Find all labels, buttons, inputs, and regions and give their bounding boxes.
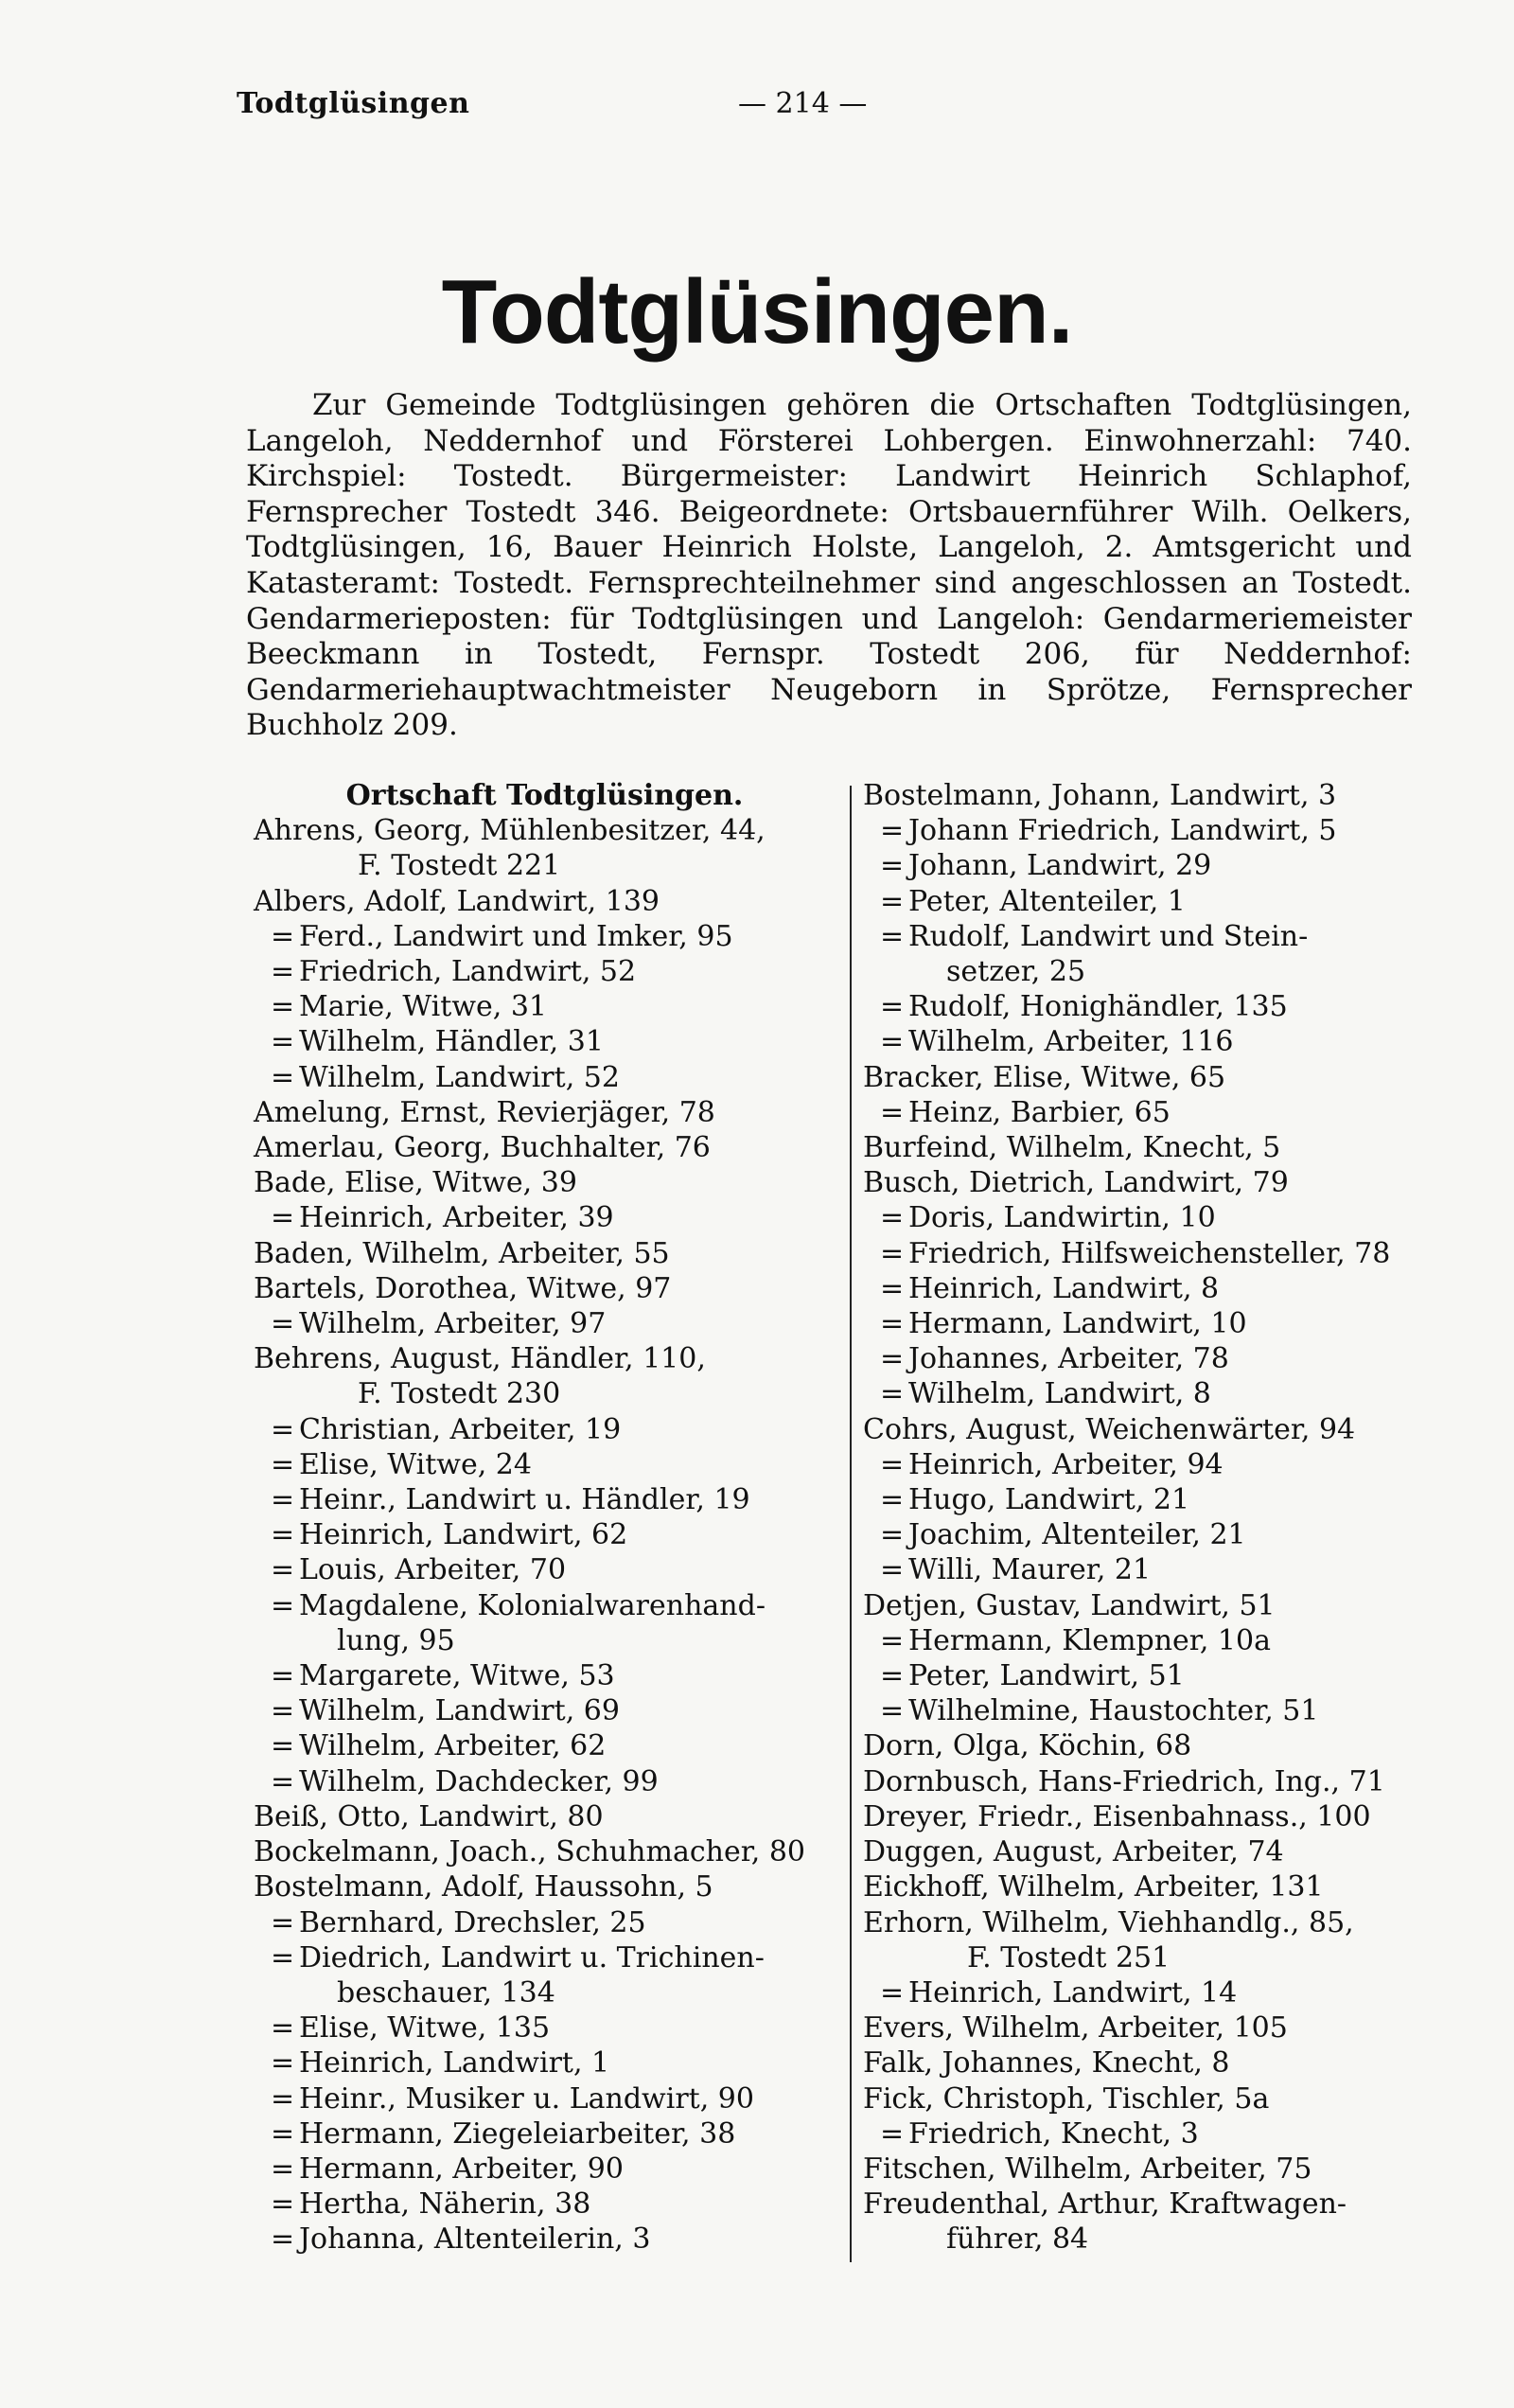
list-item [863, 2081, 1459, 2116]
list-item [863, 1764, 1459, 1799]
ditto-mark: = [271, 1694, 295, 1728]
list-item [863, 1975, 1459, 2010]
entry-text: Magdalene, Kolonialwarenhand- [299, 1588, 766, 1622]
ditto-mark: = [880, 814, 905, 848]
entry-text: Margarete, Witwe, 53 [299, 1659, 615, 1693]
entry-text: Wilhelm, Arbeiter, 62 [299, 1729, 607, 1763]
list-item [863, 1482, 1459, 1517]
ditto-mark: = [880, 1447, 905, 1481]
list-item [863, 1130, 1459, 1165]
list-item [863, 1271, 1459, 1306]
list-item [863, 2045, 1459, 2080]
entry-text: Duggen, August, Arbeiter, 74 [863, 1835, 1284, 1869]
list-item [254, 1799, 836, 1834]
list-item [254, 1588, 836, 1623]
list-item [254, 1834, 836, 1869]
list-item [863, 1869, 1459, 1904]
entry-text: Fick, Christoph, Tischler, 5a [863, 2081, 1270, 2116]
entry-text: beschauer, 134 [337, 1975, 555, 2010]
ditto-mark: = [271, 1588, 295, 1622]
entry-text: Baden, Wilhelm, Arbeiter, 55 [254, 1236, 670, 1270]
list-item [254, 1728, 836, 1763]
list-item [254, 1940, 836, 1975]
entry-text: Heinrich, Arbeiter, 39 [299, 1201, 614, 1235]
ditto-mark: = [271, 1025, 295, 1059]
ditto-mark: = [271, 2187, 295, 2222]
list-item [863, 2116, 1459, 2151]
ditto-mark: = [271, 1201, 295, 1235]
ditto-mark: = [880, 849, 905, 883]
entry-text: Heinrich, Arbeiter, 94 [908, 1447, 1224, 1481]
entry-text: Bockelmann, Joach., Schuhmacher, 80 [254, 1835, 806, 1869]
intro-paragraph [246, 388, 1412, 744]
ditto-mark: = [880, 990, 905, 1024]
list-item [863, 989, 1459, 1024]
entry-text: Bostelmann, Johann, Landwirt, 3 [863, 779, 1337, 812]
list-item [254, 2010, 836, 2045]
list-item [254, 2045, 836, 2080]
ditto-mark: = [271, 1905, 295, 1939]
ditto-mark: = [271, 1764, 295, 1798]
ditto-mark: = [271, 2151, 295, 2186]
list-item [863, 1588, 1459, 1623]
ditto-mark: = [271, 1412, 295, 1446]
ditto-mark: = [880, 1553, 905, 1587]
ditto-mark: = [271, 1553, 295, 1587]
entry-text: Bracker, Elise, Witwe, 65 [863, 1060, 1226, 1094]
entry-text: Heinrich, Landwirt, 14 [908, 1975, 1238, 2010]
ditto-mark: = [880, 1623, 905, 1657]
running-head [0, 87, 1514, 134]
list-item [863, 1341, 1459, 1376]
entry-text: Wilhelm, Dachdecker, 99 [299, 1764, 659, 1798]
list-item [863, 1658, 1459, 1693]
ditto-mark: = [880, 1694, 905, 1728]
entry-text: Albers, Adolf, Landwirt, 139 [254, 884, 660, 918]
ditto-mark: = [271, 2081, 295, 2116]
list-item [863, 2222, 1459, 2257]
ditto-mark: = [880, 1975, 905, 2010]
list-item [254, 1095, 836, 1130]
list-item [863, 1552, 1459, 1587]
entry-text: Heinr., Musiker u. Landwirt, 90 [299, 2081, 754, 2116]
entry-text: Peter, Landwirt, 51 [908, 1659, 1185, 1693]
ditto-mark: = [271, 2116, 295, 2151]
entry-text: Wilhelm, Landwirt, 52 [299, 1060, 620, 1094]
list-item [863, 2151, 1459, 2187]
list-item [863, 919, 1459, 954]
list-item [863, 1060, 1459, 1095]
entry-text: Hermann, Klempner, 10a [908, 1623, 1271, 1657]
entry-text: Doris, Landwirtin, 10 [908, 1201, 1216, 1235]
ditto-mark: = [880, 1201, 905, 1235]
list-item [254, 813, 836, 848]
entry-text: F. Tostedt 221 [358, 849, 561, 883]
entry-text: Heinrich, Landwirt, 62 [299, 1518, 628, 1552]
entry-text: lung, 95 [337, 1623, 455, 1657]
entry-text: Friedrich, Landwirt, 52 [299, 955, 637, 989]
list-item [863, 1834, 1459, 1869]
list-item [254, 2222, 836, 2257]
ditto-mark: = [271, 1729, 295, 1763]
entry-text: Heinrich, Landwirt, 1 [299, 2046, 610, 2080]
entry-text: Bostelmann, Adolf, Haussohn, 5 [254, 1870, 713, 1904]
ditto-mark: = [880, 884, 905, 918]
list-item [254, 1200, 836, 1235]
ditto-mark: = [271, 1518, 295, 1552]
list-item [863, 1623, 1459, 1658]
ditto-mark: = [880, 1342, 905, 1376]
list-item [863, 2187, 1459, 2222]
entry-text: Ahrens, Georg, Mühlenbesitzer, 44, [254, 814, 766, 848]
entry-text: Behrens, August, Händler, 110, [254, 1342, 706, 1376]
entry-text: Johanna, Altenteilerin, 3 [299, 2222, 651, 2257]
entry-text: Peter, Altenteiler, 1 [908, 884, 1186, 918]
list-item [863, 1412, 1459, 1447]
list-item [863, 1693, 1459, 1728]
list-item [254, 1975, 836, 2010]
entry-text: Dorn, Olga, Köchin, 68 [863, 1729, 1192, 1763]
right-column [863, 778, 1459, 2258]
ditto-mark: = [880, 1659, 905, 1693]
list-item [254, 919, 836, 954]
entry-text: Wilhelm, Arbeiter, 97 [299, 1307, 607, 1341]
list-item [254, 1376, 836, 1411]
list-item [254, 1658, 836, 1693]
column-heading: Ortschaft Todtglüsingen. [345, 779, 744, 812]
ditto-mark: = [880, 1483, 905, 1517]
entry-text: F. Tostedt 230 [358, 1377, 561, 1411]
list-item [863, 1024, 1459, 1059]
list-item [863, 884, 1459, 919]
entry-text: Detjen, Gustav, Landwirt, 51 [863, 1588, 1276, 1622]
ditto-mark: = [271, 1060, 295, 1094]
ditto-mark: = [880, 1095, 905, 1129]
list-item [254, 954, 836, 989]
entry-text: Marie, Witwe, 31 [299, 990, 548, 1024]
list-item [863, 1940, 1459, 1975]
entry-text: setzer, 25 [946, 955, 1086, 989]
intro-text: Zur Gemeinde Todtglüsingen gehören die Ortschaften Todtglüsingen, Langeloh, Neddernhof und Försterei Lohbergen. Einwohnerzahl: 740. Kirchspiel: Tostedt. Bürgermeister: Landwirt Heinrich Schlaphof, Fernsprecher Tostedt 346. Beigeordnete: Ortsbauernführer Wilh. Oelkers, Todtglüsingen, 16, Bauer Heinrich Holste, Langeloh, 2. Amtsgericht und Katasteramt: Tostedt. Fernsprechteilnehmer sind angeschlossen an Tostedt. Gendarmerieposten: für Todtglüsingen und Langeloh: Gendarmeriemeister Beeckmann in Tostedt, Fernspr. Tostedt 206, für Neddernhof: Gendarmeriehauptwachtmeister Neugeborn in Sprötze, Fernsprecher Buchholz 209. [246, 388, 1412, 743]
entry-text: Bartels, Dorothea, Witwe, 97 [254, 1271, 672, 1305]
entry-text: Bade, Elise, Witwe, 39 [254, 1166, 577, 1200]
list-item [863, 1728, 1459, 1763]
entry-text: Bernhard, Drechsler, 25 [299, 1905, 646, 1939]
list-item [254, 2081, 836, 2116]
page-number: — 214 — [738, 87, 868, 120]
list-item [863, 1905, 1459, 1940]
left-column [254, 778, 836, 2258]
list-item [863, 1376, 1459, 1411]
entry-text: Heinr., Landwirt u. Händler, 19 [299, 1483, 750, 1517]
column-divider [850, 786, 852, 2262]
list-item [254, 1517, 836, 1552]
list-item [863, 1517, 1459, 1552]
ditto-mark: = [271, 2011, 295, 2045]
entry-text: Ferd., Landwirt und Imker, 95 [299, 919, 733, 953]
list-item [863, 1095, 1459, 1130]
entry-text: Wilhelmine, Haustochter, 51 [908, 1694, 1319, 1728]
entry-text: Amerlau, Georg, Buchhalter, 76 [254, 1131, 711, 1165]
entry-text: Hermann, Landwirt, 10 [908, 1307, 1247, 1341]
entry-text: Hermann, Arbeiter, 90 [299, 2151, 624, 2186]
entry-text: Beiß, Otto, Landwirt, 80 [254, 1799, 604, 1833]
list-item [254, 1764, 836, 1799]
ditto-mark: = [271, 2046, 295, 2080]
running-head-title: Todtglüsingen [237, 87, 470, 120]
entry-text: Rudolf, Landwirt und Stein- [908, 919, 1309, 953]
ditto-mark: = [880, 1518, 905, 1552]
list-item [254, 2151, 836, 2187]
list-item [254, 1447, 836, 1482]
list-item [863, 848, 1459, 883]
list-item [863, 813, 1459, 848]
ditto-mark: = [271, 1483, 295, 1517]
entry-text: Hertha, Näherin, 38 [299, 2187, 591, 2222]
list-item [863, 2010, 1459, 2045]
entry-text: Hermann, Ziegeleiarbeiter, 38 [299, 2116, 736, 2151]
entry-text: Friedrich, Knecht, 3 [908, 2116, 1199, 2151]
entry-text: Dreyer, Friedr., Eisenbahnass., 100 [863, 1799, 1371, 1833]
ditto-mark: = [880, 1377, 905, 1411]
entry-text: Louis, Arbeiter, 70 [299, 1553, 567, 1587]
entry-text: Joachim, Altenteiler, 21 [908, 1518, 1246, 1552]
list-item [254, 1693, 836, 1728]
entry-text: Wilhelm, Arbeiter, 116 [908, 1025, 1234, 1059]
ditto-mark: = [271, 1307, 295, 1341]
entry-text: Cohrs, August, Weichenwärter, 94 [863, 1412, 1356, 1446]
entry-text: Burfeind, Wilhelm, Knecht, 5 [863, 1131, 1281, 1165]
list-item [863, 1200, 1459, 1235]
entry-text: Eickhoff, Wilhelm, Arbeiter, 131 [863, 1870, 1324, 1904]
list-item [254, 1271, 836, 1306]
entry-text: Wilhelm, Landwirt, 8 [908, 1377, 1211, 1411]
list-item [254, 1869, 836, 1904]
ditto-mark: = [880, 1307, 905, 1341]
list-item [254, 1412, 836, 1447]
list-item [254, 1905, 836, 1940]
list-item [863, 1165, 1459, 1200]
ditto-mark: = [880, 1236, 905, 1270]
list-item [254, 884, 836, 919]
ditto-mark: = [880, 1025, 905, 1059]
list-item [254, 1060, 836, 1095]
list-item [863, 954, 1459, 989]
list-item [863, 1236, 1459, 1271]
entry-text: Christian, Arbeiter, 19 [299, 1412, 622, 1446]
entry-text: Diedrich, Landwirt u. Trichinen- [299, 1940, 765, 1974]
list-item [254, 848, 836, 883]
list-item [254, 1165, 836, 1200]
entry-text: Dornbusch, Hans-Friedrich, Ing., 71 [863, 1764, 1385, 1798]
entry-text: Fitschen, Wilhelm, Arbeiter, 75 [863, 2151, 1312, 2186]
entry-text: F. Tostedt 251 [967, 1940, 1171, 1974]
list-item [254, 1623, 836, 1658]
list-item [254, 1552, 836, 1587]
list-item [254, 1482, 836, 1517]
list-item [254, 1236, 836, 1271]
ditto-mark: = [271, 955, 295, 989]
entry-text: Heinrich, Landwirt, 8 [908, 1271, 1220, 1305]
entry-text: Friedrich, Hilfsweichensteller, 78 [908, 1236, 1391, 1270]
ditto-mark: = [271, 919, 295, 953]
entry-text: Wilhelm, Landwirt, 69 [299, 1694, 620, 1728]
entry-text: Elise, Witwe, 135 [299, 2011, 551, 2045]
list-item [863, 1447, 1459, 1482]
entry-text: Falk, Johannes, Knecht, 8 [863, 2046, 1230, 2080]
entry-text: Johannes, Arbeiter, 78 [908, 1342, 1229, 1376]
list-item [254, 2116, 836, 2151]
ditto-mark: = [880, 1271, 905, 1305]
list-item [254, 1306, 836, 1341]
ditto-mark: = [271, 990, 295, 1024]
ditto-mark: = [271, 2222, 295, 2257]
entry-text: Freudenthal, Arthur, Kraftwagen- [863, 2187, 1347, 2222]
list-item [863, 778, 1459, 813]
entry-text: Rudolf, Honighändler, 135 [908, 990, 1288, 1024]
entry-text: Willi, Maurer, 21 [908, 1553, 1152, 1587]
entry-text: Hugo, Landwirt, 21 [908, 1483, 1190, 1517]
list-item [254, 2187, 836, 2222]
ditto-mark: = [271, 1659, 295, 1693]
entry-text: Wilhelm, Händler, 31 [299, 1025, 604, 1059]
list-item [254, 1341, 836, 1376]
list-item [863, 1799, 1459, 1834]
entry-text: Johann, Landwirt, 29 [908, 849, 1212, 883]
entry-text: Amelung, Ernst, Revierjäger, 78 [254, 1095, 715, 1129]
entry-text: führer, 84 [946, 2222, 1089, 2257]
entry-text: Elise, Witwe, 24 [299, 1447, 532, 1481]
list-item [863, 1306, 1459, 1341]
entry-text: Heinz, Barbier, 65 [908, 1095, 1171, 1129]
list-item [254, 1130, 836, 1165]
ditto-mark: = [880, 2116, 905, 2151]
entry-text: Erhorn, Wilhelm, Viehhandlg., 85, [863, 1905, 1354, 1939]
list-item [254, 1024, 836, 1059]
ditto-mark: = [880, 919, 905, 953]
entry-text: Johann Friedrich, Landwirt, 5 [908, 814, 1337, 848]
entry-text: Evers, Wilhelm, Arbeiter, 105 [863, 2011, 1288, 2045]
page-title: Todtglüsingen. [441, 261, 1073, 363]
list-item [254, 989, 836, 1024]
ditto-mark: = [271, 1940, 295, 1974]
ditto-mark: = [271, 1447, 295, 1481]
entry-text: Busch, Dietrich, Landwirt, 79 [863, 1166, 1289, 1200]
